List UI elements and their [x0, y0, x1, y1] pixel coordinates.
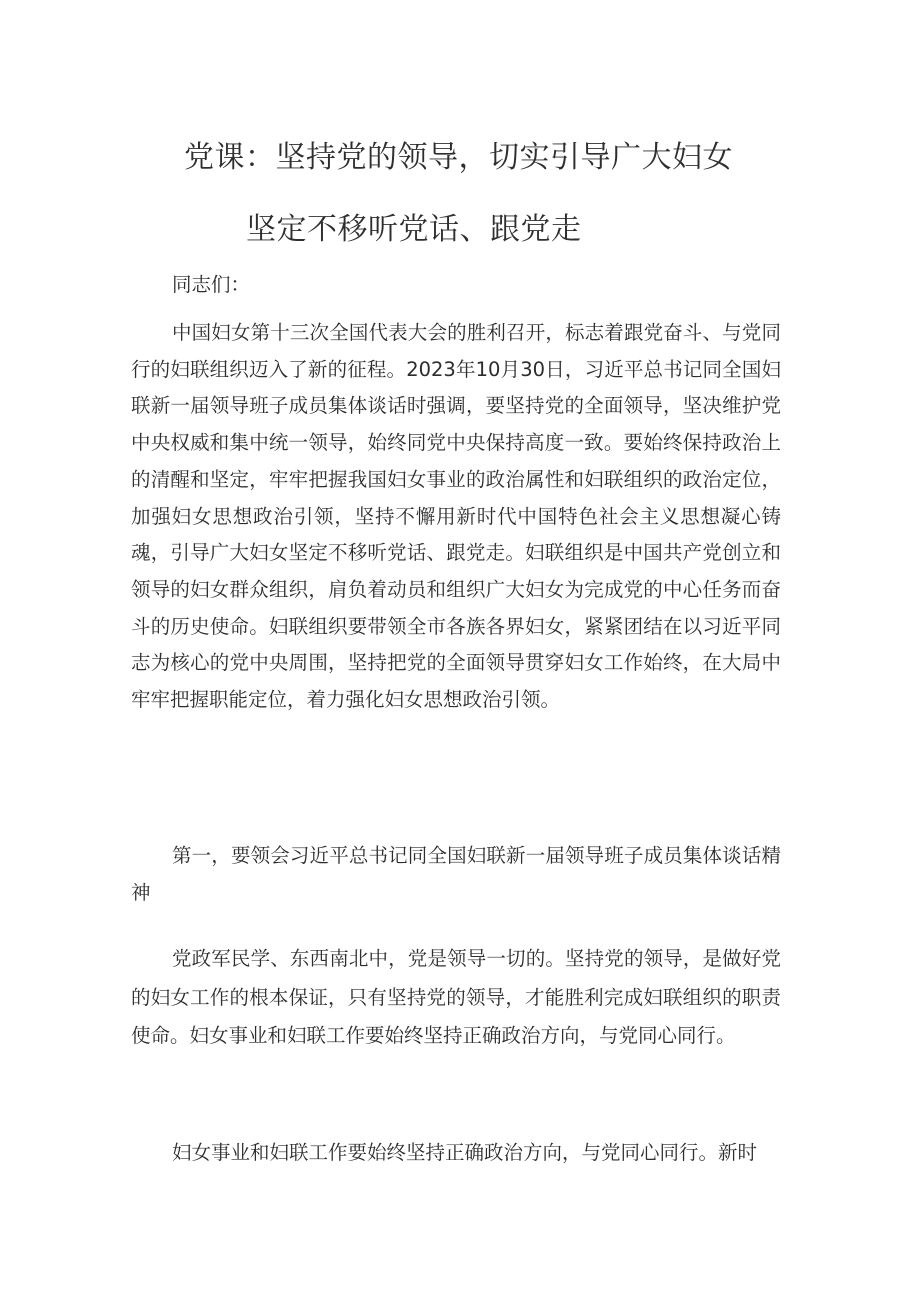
- greeting-paragraph: 同志们：: [172, 273, 251, 296]
- women-work-paragraph: 妇女事业和妇联工作要始终坚持正确政治方向，与党同心同行。新时: [172, 1141, 758, 1164]
- party-leadership-paragraph: 党政军民学、东西南北中，党是领导一切的。坚持党的领导，是做好党的妇女工作的根本保证，只有坚持党的领导，才能胜利完成妇联组织的职责使命。妇女事业和妇联工作要始终坚持正确政治方向，与党同心同行。: [131, 947, 781, 1047]
- intro-paragraph: 中国妇女第十三次全国代表大会的胜利召开，标志着跟党奋斗、与党同行的妇联组织迈入了新的征程。2023年10月30日，习近平总书记同全国妇联新一届领导班子成员集体谈话时强调，要坚持党的全面领导，坚决维护党中央权威和集中统一领导，始终同党中央保持高度一致。要始终保持政治上的清醒和坚定，牢牢把握我国妇女事业的政治属性和妇联组织的政治定位，加强妇女思想政治引领，坚持不懈用新时代中国特色社会主义思想凝心铸魂，引导广大妇女坚定不移听党话、跟党走。妇联组织是中国共产党创立和领导的妇女群众组织，肩负着动员和组织广大妇女为完成党的中心任务而奋斗的历史使命。妇联组织要带领全市各族各界妇女，紧紧团结在以习近平同志为核心的党中央周围，坚持把党的全面领导贯穿妇女工作始终，在大局中牢牢把握职能定位，着力强化妇女思想政治引领。: [131, 321, 781, 712]
- first-point-heading: 第一，要领会习近平总书记同全国妇联新一届领导班子成员集体谈话精神: [131, 844, 781, 904]
- document-title-line-1: 党课：坚持党的领导，切实引导广大妇女: [184, 140, 733, 175]
- document-title-line-2: 坚定不移听党话、跟党走: [246, 212, 582, 247]
